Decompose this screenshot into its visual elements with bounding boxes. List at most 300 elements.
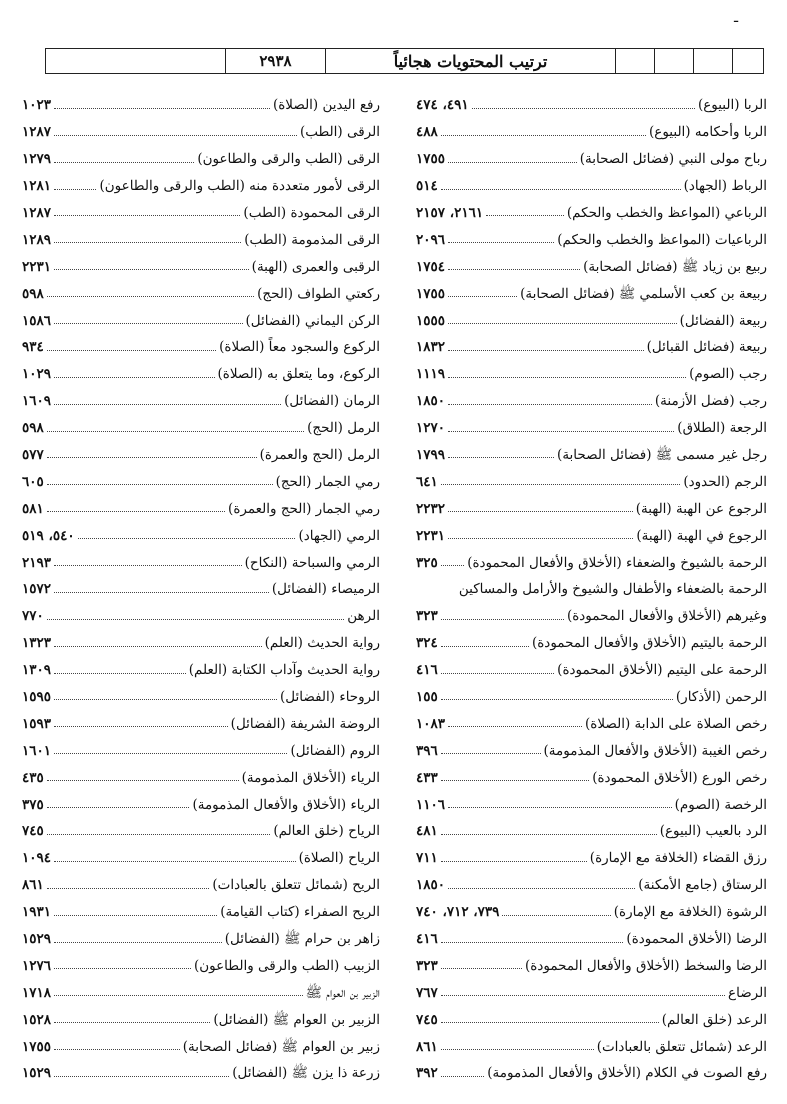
dot-leader <box>47 807 190 808</box>
entry-pages: ٣٩٢ <box>416 1065 438 1082</box>
entry-topic: رخص الغيبة (الأخلاق والأفعال المذمومة) <box>543 742 767 759</box>
index-entry <box>416 973 767 1000</box>
entry-topic: الرهن <box>347 608 380 625</box>
entry-topic: رمي الجمار (الحج) <box>275 473 380 490</box>
dot-leader <box>54 162 194 163</box>
dot-leader <box>54 995 303 996</box>
entry-topic: رمي الجمار (الحج والعمرة) <box>228 500 380 517</box>
entry-topic: الرشوة (الخلافة مع الإمارة) <box>613 904 767 921</box>
index-entry <box>22 947 380 974</box>
index-entry <box>416 597 767 624</box>
dot-leader <box>441 1049 594 1050</box>
entry-topic: رفع الصوت في الكلام (الأخلاق والأفعال المذمومة) <box>487 1065 767 1082</box>
entry-pages: ٤٨٨ <box>416 124 438 141</box>
entry-pages: ١٥٢٩ <box>22 931 52 947</box>
index-entry <box>22 220 380 247</box>
index-entry <box>22 704 380 731</box>
entry-topic: وغيرهم (الأخلاق والأفعال المحمودة) <box>566 608 767 625</box>
entry-topic: الرضا والسخط (الأخلاق والأفعال المحمودة) <box>525 957 767 974</box>
index-entry <box>22 758 380 785</box>
corner-mark: ـ <box>734 10 739 26</box>
page-header <box>45 48 764 74</box>
entry-topic: الرقبى والعمرى (الهبة) <box>251 258 380 275</box>
index-entry <box>22 543 380 570</box>
entry-topic: رجب (الصوم) <box>689 366 767 383</box>
entry-pages: ٤٣٥ <box>22 769 44 786</box>
entry-pages: ٣٢٣ <box>416 608 438 625</box>
entry-topic: الرمي والسباحة (النكاح) <box>244 554 380 571</box>
index-entry <box>416 328 767 355</box>
dot-leader <box>441 619 564 620</box>
dot-leader <box>54 726 228 727</box>
entry-pages: ١١١٩ <box>416 366 446 383</box>
entry-pages: ١٢٧٠ <box>416 420 446 437</box>
header-cell <box>732 49 763 73</box>
dot-leader <box>448 269 580 270</box>
dot-leader <box>54 215 240 216</box>
entry-topic: رواية الحديث وآداب الكتابة (العلم) <box>188 662 380 679</box>
entry-topic: الرياح (الصلاة) <box>298 850 380 867</box>
index-entry <box>416 624 767 651</box>
entry-pages: ٣٧٥ <box>22 796 44 813</box>
entry-topic: رزق القضاء (الخلافة مع الإمارة) <box>589 850 767 867</box>
dot-leader <box>448 162 577 163</box>
entry-topic: الريح (شمائل تتعلق بالعبادات) <box>212 877 380 894</box>
index-entry <box>22 436 380 463</box>
dot-leader <box>448 888 635 889</box>
index-entry <box>416 570 767 597</box>
dot-leader <box>47 431 304 432</box>
entry-topic: الرجم (الحدود) <box>683 473 767 490</box>
index-entry <box>22 382 380 409</box>
entry-topic: رفع اليدين (الصلاة) <box>272 97 380 114</box>
index-entry <box>416 920 767 947</box>
index-entry <box>22 516 380 543</box>
index-column-right <box>416 86 767 1081</box>
dot-leader <box>54 942 222 943</box>
entry-pages: ٧٦٧ <box>416 984 438 1001</box>
index-entry <box>416 543 767 570</box>
index-entry <box>22 678 380 705</box>
entry-topic: الركن اليماني (الفضائل) <box>245 312 380 329</box>
index-entry <box>22 597 380 624</box>
dot-leader <box>448 511 633 512</box>
index-entry <box>416 489 767 516</box>
dot-leader <box>441 753 541 754</box>
dot-leader <box>448 431 674 432</box>
entry-topic: الروحاء (الفضائل) <box>280 688 380 705</box>
entry-pages: ٨٦١ <box>22 877 44 894</box>
index-entry <box>416 758 767 785</box>
entry-topic: الرمان (الفضائل) <box>284 393 380 410</box>
dot-leader <box>54 404 281 405</box>
header-cell <box>654 49 693 73</box>
entry-topic: الرياح (خلق العالم) <box>273 823 380 840</box>
dot-leader <box>47 511 225 512</box>
entry-topic: الرضا (الأخلاق المحمودة) <box>626 931 767 947</box>
entry-topic: رخص الورع (الأخلاق المحمودة) <box>592 769 767 786</box>
entry-topic: الرخصة (الصوم) <box>674 796 767 813</box>
entry-pages: ٢٢٣٢ <box>416 500 446 517</box>
index-entry <box>416 301 767 328</box>
entry-topic: الزبير بن العوام ﷺ (الفضائل) <box>213 1011 380 1028</box>
entry-pages: ١٠٩٤ <box>22 850 52 867</box>
entry-pages: ١٢٧٩ <box>22 151 52 168</box>
dot-leader <box>78 538 296 539</box>
index-entry <box>416 1000 767 1027</box>
dot-leader <box>441 1076 484 1077</box>
entry-pages: ١٧٥٥ <box>22 1038 52 1055</box>
entry-topic: ربيعة (فضائل القبائل) <box>646 339 767 356</box>
entry-topic: الرمي (الجهاد) <box>298 527 380 544</box>
dot-leader <box>47 484 273 485</box>
index-entry <box>416 194 767 221</box>
entry-pages: ٢١٦١، ٢١٥٧ <box>416 204 484 221</box>
entry-pages: ٥٨١ <box>22 500 44 517</box>
entry-pages: ١١٠٦ <box>416 796 446 813</box>
page-number: ٢٩٣٨ <box>225 49 325 73</box>
entry-topic: الرجوع عن الهبة (الهبة) <box>635 500 767 517</box>
entry-topic: الزبير بن العوام ﷺ <box>305 984 380 1001</box>
dot-leader <box>54 968 191 969</box>
dot-leader <box>47 350 216 351</box>
entry-pages: ٤٩١، ٤٧٤ <box>416 97 469 114</box>
entry-topic: ربيع بن زياد ﷺ (فضائل الصحابة) <box>583 258 767 275</box>
entry-topic: الركوع، وما يتعلق به (الصلاة) <box>217 366 380 383</box>
entry-pages: ١٣٢٣ <box>22 635 52 652</box>
entry-pages: ٤١٦ <box>416 931 438 947</box>
entry-pages: ٤٣٣ <box>416 769 438 786</box>
dot-leader <box>54 592 269 593</box>
dot-leader <box>54 242 241 243</box>
entry-topic: الروضة الشريفة (الفضائل) <box>230 715 380 732</box>
dot-leader <box>448 538 633 539</box>
entry-pages: ١٥٨٦ <box>22 312 52 329</box>
entry-topic: رخص الصلاة على الدابة (الصلاة) <box>585 715 767 732</box>
entry-pages: ١٨٣٢ <box>416 339 446 356</box>
entry-topic: الركوع والسجود معاً (الصلاة) <box>219 339 380 356</box>
index-entry <box>22 355 380 382</box>
dot-leader <box>448 350 644 351</box>
entry-pages: ١٠٢٩ <box>22 366 52 383</box>
entry-topic: الرعد (شمائل تتعلق بالعبادات) <box>596 1038 767 1055</box>
index-entry <box>416 1027 767 1054</box>
index-entry <box>22 1027 380 1054</box>
dot-leader <box>441 780 589 781</box>
dot-leader <box>448 404 652 405</box>
dot-leader <box>502 915 610 916</box>
entry-pages: ١٧٩٩ <box>416 446 446 463</box>
entry-pages: ١٥٢٨ <box>22 1011 52 1028</box>
entry-pages: ١٧٥٥ <box>416 151 446 168</box>
entry-pages: ١٥٩٥ <box>22 688 52 705</box>
entry-topic: الرقى لأمور متعددة منه (الطب والرقى والطاعون) <box>99 178 380 195</box>
dot-leader <box>47 619 345 620</box>
index-entry <box>416 355 767 382</box>
running-title: ترتيب المحتويات هجائياً <box>325 49 615 73</box>
entry-pages: ٢٢٣١ <box>416 527 446 544</box>
dot-leader <box>54 646 262 647</box>
dot-leader <box>54 673 186 674</box>
dot-leader <box>54 565 242 566</box>
entry-pages: ١٨٥٠ <box>416 393 446 410</box>
entry-topic: الرحمة بالشيوخ والضعفاء (الأخلاق والأفعال المحمودة) <box>467 554 767 571</box>
entry-pages: ١٠٢٣ <box>22 97 52 114</box>
entry-topic: الرمل (الحج والعمرة) <box>259 446 380 463</box>
entry-pages: ٢١٩٣ <box>22 554 52 571</box>
entry-pages: ١٦٠١ <box>22 742 52 759</box>
dot-leader <box>448 377 686 378</box>
entry-topic: الرقى (الطب والرقى والطاعون) <box>197 151 380 168</box>
entry-pages: ٥٩٨ <box>22 285 44 302</box>
dot-leader <box>441 646 529 647</box>
dot-leader <box>441 834 657 835</box>
dot-leader <box>441 1022 659 1023</box>
entry-topic: الرقى (الطب) <box>299 124 380 141</box>
entry-topic: الرجوع في الهبة (الهبة) <box>636 527 767 544</box>
index-entry <box>416 409 767 436</box>
dot-leader <box>54 1022 210 1023</box>
entry-topic: رباح مولى النبي (فضائل الصحابة) <box>579 151 767 168</box>
dot-leader <box>448 296 517 297</box>
entry-topic: الرقى المذمومة (الطب) <box>244 231 380 248</box>
index-entry <box>22 462 380 489</box>
entry-topic: الرد بالعيب (البيوع) <box>659 823 767 840</box>
dot-leader <box>54 753 287 754</box>
entry-topic: الرضاع <box>728 984 767 1001</box>
dot-leader <box>441 484 681 485</box>
index-entry <box>22 651 380 678</box>
entry-topic: الرباعي (المواعظ والخطب والحكم) <box>566 204 767 221</box>
entry-pages: ١٢٨١ <box>22 178 52 195</box>
entry-topic: الرحمة على اليتيم (الأخلاق المحمودة) <box>557 662 767 679</box>
index-entry <box>22 893 380 920</box>
entry-pages: ١٧٥٤ <box>416 258 446 275</box>
entry-pages: ١٧٥٥ <box>416 285 446 302</box>
entry-pages: ١٥٥ <box>416 688 438 705</box>
entry-pages: ٥٧٧ <box>22 446 44 463</box>
entry-pages: ٧٧٠ <box>22 608 44 625</box>
entry-topic: الرميصاء (الفضائل) <box>271 581 380 598</box>
index-entry <box>416 651 767 678</box>
dot-leader <box>54 189 96 190</box>
entry-pages: ١٧١٨ <box>22 984 52 1001</box>
entry-pages: ٧٤٥ <box>22 823 44 840</box>
entry-topic: الرياء (الأخلاق المذمومة) <box>241 769 380 786</box>
index-entry <box>22 194 380 221</box>
entry-pages: ١٣٠٩ <box>22 662 52 679</box>
dot-leader <box>486 215 564 216</box>
index-entry <box>22 973 380 1000</box>
entry-topic: زرعة ذا يزن ﷺ (الفضائل) <box>232 1065 380 1082</box>
header-cell <box>615 49 654 73</box>
dot-leader <box>441 135 646 136</box>
index-entry <box>416 220 767 247</box>
index-entry <box>22 920 380 947</box>
dot-leader <box>54 1076 229 1077</box>
dot-leader <box>54 269 249 270</box>
entry-topic: الربا وأحكامه (البيوع) <box>649 124 767 141</box>
entry-topic: ركعتي الطواف (الحج) <box>257 285 380 302</box>
entry-pages: ١٢٨٧ <box>22 124 52 141</box>
entry-pages: ٧١١ <box>416 850 438 867</box>
entry-pages: ٣٩٦ <box>416 742 438 759</box>
dot-leader <box>441 565 464 566</box>
entry-topic: الزبيب (الطب والرقى والطاعون) <box>193 957 380 974</box>
entry-topic: الرستاق (جامع الأمكنة) <box>638 877 767 894</box>
entry-topic: ربيعة بن كعب الأسلمي ﷺ (فضائل الصحابة) <box>520 285 767 302</box>
dot-leader <box>54 108 270 109</box>
index-column-left <box>22 86 380 1081</box>
entry-pages: ١٥٧٢ <box>22 581 52 598</box>
entry-pages: ٣٢٣ <box>416 957 438 974</box>
dot-leader <box>54 377 215 378</box>
index-entry <box>22 328 380 355</box>
dot-leader <box>441 995 725 996</box>
index-entry <box>416 167 767 194</box>
index-entry <box>416 113 767 140</box>
entry-pages: ٣٢٥ <box>416 554 438 571</box>
index-entry <box>416 247 767 274</box>
index-entry <box>22 785 380 812</box>
index-entry <box>22 731 380 758</box>
entry-pages: ١٩٣١ <box>22 904 52 921</box>
index-entry <box>416 1054 767 1081</box>
dot-leader <box>441 699 673 700</box>
entry-topic: الرحمة باليتيم (الأخلاق والأفعال المحمودة) <box>531 635 767 652</box>
entry-pages: ١٥٩٣ <box>22 715 52 732</box>
entry-topic: رجب (فضل الأزمنة) <box>654 393 767 410</box>
dot-leader <box>448 807 672 808</box>
entry-topic: الرباعيات (المواعظ والخطب والحكم) <box>557 231 767 248</box>
entry-topic: الرياء (الأخلاق والأفعال المذمومة) <box>192 796 380 813</box>
entry-topic: رواية الحديث (العلم) <box>264 635 380 652</box>
index-entry <box>416 866 767 893</box>
index-entry <box>416 140 767 167</box>
header-cell <box>46 49 225 73</box>
entry-pages: ٥١٤ <box>416 178 438 195</box>
index-entry <box>22 1054 380 1081</box>
entry-pages: ٥٩٨ <box>22 420 44 437</box>
index-entry <box>22 570 380 597</box>
entry-topic: الروم (الفضائل) <box>290 742 380 759</box>
dot-leader <box>54 135 297 136</box>
dot-leader <box>47 780 239 781</box>
index-entry <box>22 301 380 328</box>
dot-leader <box>441 861 587 862</box>
dot-leader <box>441 968 522 969</box>
index-entry <box>416 86 767 113</box>
index-entry <box>22 866 380 893</box>
index-entry <box>416 462 767 489</box>
index-entry <box>416 947 767 974</box>
entry-pages: ١٥٥٥ <box>416 312 446 329</box>
entry-topic: ربيعة (الفضائل) <box>679 312 767 329</box>
entry-pages: ١٢٨٧ <box>22 204 52 221</box>
entry-topic: الرباط (الجهاد) <box>683 178 767 195</box>
index-entry <box>416 812 767 839</box>
dot-leader <box>47 888 210 889</box>
entry-pages: ٤١٦ <box>416 662 438 679</box>
entry-pages: ٢٢٣١ <box>22 258 52 275</box>
entry-pages: ٢٠٩٦ <box>416 231 446 248</box>
dot-leader <box>448 323 677 324</box>
index-entry <box>416 436 767 463</box>
entry-topic: الريح الصفراء (كتاب القيامة) <box>220 904 380 921</box>
index-entry <box>22 274 380 301</box>
dot-leader <box>54 1049 180 1050</box>
entry-pages: ١٨٥٠ <box>416 877 446 894</box>
dot-leader <box>441 942 624 943</box>
entry-topic: الربا (البيوع) <box>697 97 767 114</box>
entry-pages: ٧٣٩، ٧١٢، ٧٤٠ <box>416 904 500 921</box>
index-entry <box>22 489 380 516</box>
index-entry <box>22 1000 380 1027</box>
index-entry <box>22 624 380 651</box>
index-entry <box>416 731 767 758</box>
entry-topic: الرحمن (الأذكار) <box>675 688 767 705</box>
dot-leader <box>448 457 554 458</box>
entry-pages: ٨٦١ <box>416 1038 438 1055</box>
dot-leader <box>54 699 277 700</box>
dot-leader <box>54 323 242 324</box>
entry-pages: ١٢٨٩ <box>22 231 52 248</box>
index-entry <box>22 113 380 140</box>
entry-pages: ٤٨١ <box>416 823 438 840</box>
entry-topic: الرحمة بالضعفاء والأطفال والشيوخ والأرامل والمساكين <box>458 581 767 598</box>
index-entry <box>416 382 767 409</box>
index-entry <box>22 140 380 167</box>
dot-leader <box>448 726 582 727</box>
dot-leader <box>441 189 681 190</box>
index-entry <box>22 167 380 194</box>
header-cell <box>693 49 732 73</box>
entry-pages: ٦٤١ <box>416 473 438 490</box>
index-entry <box>22 409 380 436</box>
entry-topic: الرمل (الحج) <box>307 420 380 437</box>
index-entry <box>416 678 767 705</box>
entry-pages: ١٠٨٣ <box>416 715 446 732</box>
entry-pages: ١٢٧٦ <box>22 957 52 974</box>
entry-pages: ١٥٢٩ <box>22 1065 52 1082</box>
entry-pages: ١٦٠٩ <box>22 393 52 410</box>
index-entry <box>416 893 767 920</box>
entry-pages: ٣٢٤ <box>416 635 438 652</box>
entry-pages: ٩٣٤ <box>22 339 44 356</box>
entry-topic: الرجعة (الطلاق) <box>677 420 767 437</box>
dot-leader <box>47 834 271 835</box>
entry-pages: ٧٤٥ <box>416 1011 438 1028</box>
dot-leader <box>47 457 257 458</box>
dot-leader <box>448 242 554 243</box>
index-entry <box>416 704 767 731</box>
entry-pages: ٦٠٥ <box>22 473 44 490</box>
entry-topic: الرقى المحمودة (الطب) <box>243 204 380 221</box>
dot-leader <box>47 296 254 297</box>
dot-leader <box>472 108 695 109</box>
index-entry <box>22 86 380 113</box>
entry-topic: رجل غير مسمى ﷺ (فضائل الصحابة) <box>557 446 767 463</box>
index-entry <box>416 785 767 812</box>
dot-leader <box>441 673 554 674</box>
index-entry <box>416 839 767 866</box>
entry-topic: زبير بن العوام ﷺ (فضائل الصحابة) <box>182 1038 380 1055</box>
dot-leader <box>54 915 217 916</box>
entry-topic: الرعد (خلق العالم) <box>661 1011 767 1028</box>
index-entry <box>22 247 380 274</box>
entry-pages: ٥٤٠، ٥١٩ <box>22 527 75 544</box>
index-entry <box>22 839 380 866</box>
